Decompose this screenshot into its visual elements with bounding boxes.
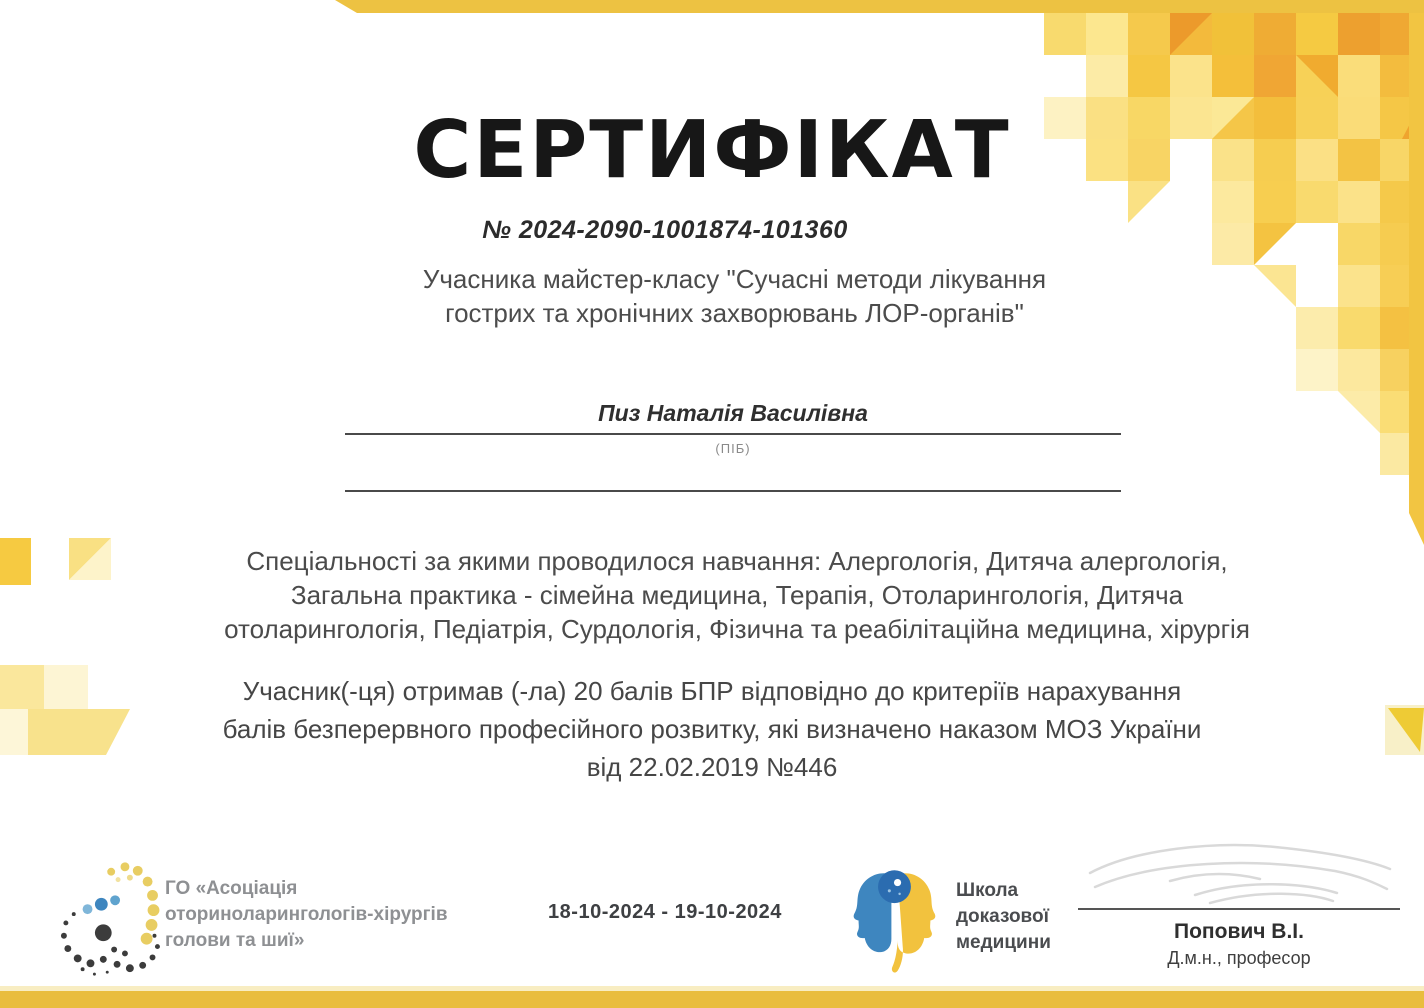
association-name-line-1: ГО «Асоціація [165, 878, 298, 899]
school-name-line-2: доказової [956, 906, 1049, 927]
association-name [165, 876, 525, 954]
participant-line-2: гострих та хронічних захворювань ЛОР-органів" [445, 298, 1024, 328]
signer-name: Попович В.І. [1174, 920, 1304, 943]
event-dates: 18-10-2024 - 19-10-2024 [548, 901, 782, 923]
participant-line-1: Учасника майстер-класу "Сучасні методи лікування [422, 264, 1047, 294]
certificate-number: № 2024-2090-1001874-101360 [482, 216, 848, 244]
second-underline [345, 490, 1121, 492]
school-name [956, 878, 1096, 956]
specialties-paragraph [60, 544, 1414, 646]
signer-block [1078, 908, 1400, 969]
holder-name-block [345, 400, 1121, 492]
specialties-line-3: отоларингологія, Педіатрія, Сурдологія, Фізична та реабілітаційна медицина, хірургія [224, 614, 1250, 644]
association-name-line-2: оториноларингологів-хірургів [165, 904, 448, 925]
signature-icon [1075, 833, 1405, 913]
points-line-1: Учасник(-ця) отримав (-ла) 20 балів БПР відповідно до критеріїв нарахування [242, 676, 1182, 706]
holder-name-label: (ПІБ) [715, 441, 751, 456]
signer-title: Д.м.н., професор [1167, 948, 1311, 968]
signature-line [1078, 908, 1400, 910]
name-underline [345, 433, 1121, 435]
school-name-line-1: Школа [956, 880, 1019, 901]
holder-name: Пиз Наталія Василівна [598, 400, 868, 426]
points-line-2: балів безперервного професійного розвитку, які визначено наказом МОЗ України [222, 714, 1202, 744]
association-name-line-3: голови та шиї» [165, 930, 305, 951]
specialties-line-2: Загальна практика - сімейна медицина, Терапія, Отоларингологія, Дитяча [290, 580, 1184, 610]
school-logo-icon [843, 860, 948, 978]
specialties-line-1: Спеціальності за якими проводилося навчання: Алергологія, Дитяча алергологія, [246, 546, 1228, 576]
points-line-3: від 22.02.2019 №446 [586, 752, 838, 782]
school-name-line-3: медицини [956, 932, 1051, 953]
certificate-title: СЕРТИФІКАТ [413, 104, 1011, 196]
participant-description [45, 262, 1424, 330]
points-paragraph [0, 672, 1424, 786]
